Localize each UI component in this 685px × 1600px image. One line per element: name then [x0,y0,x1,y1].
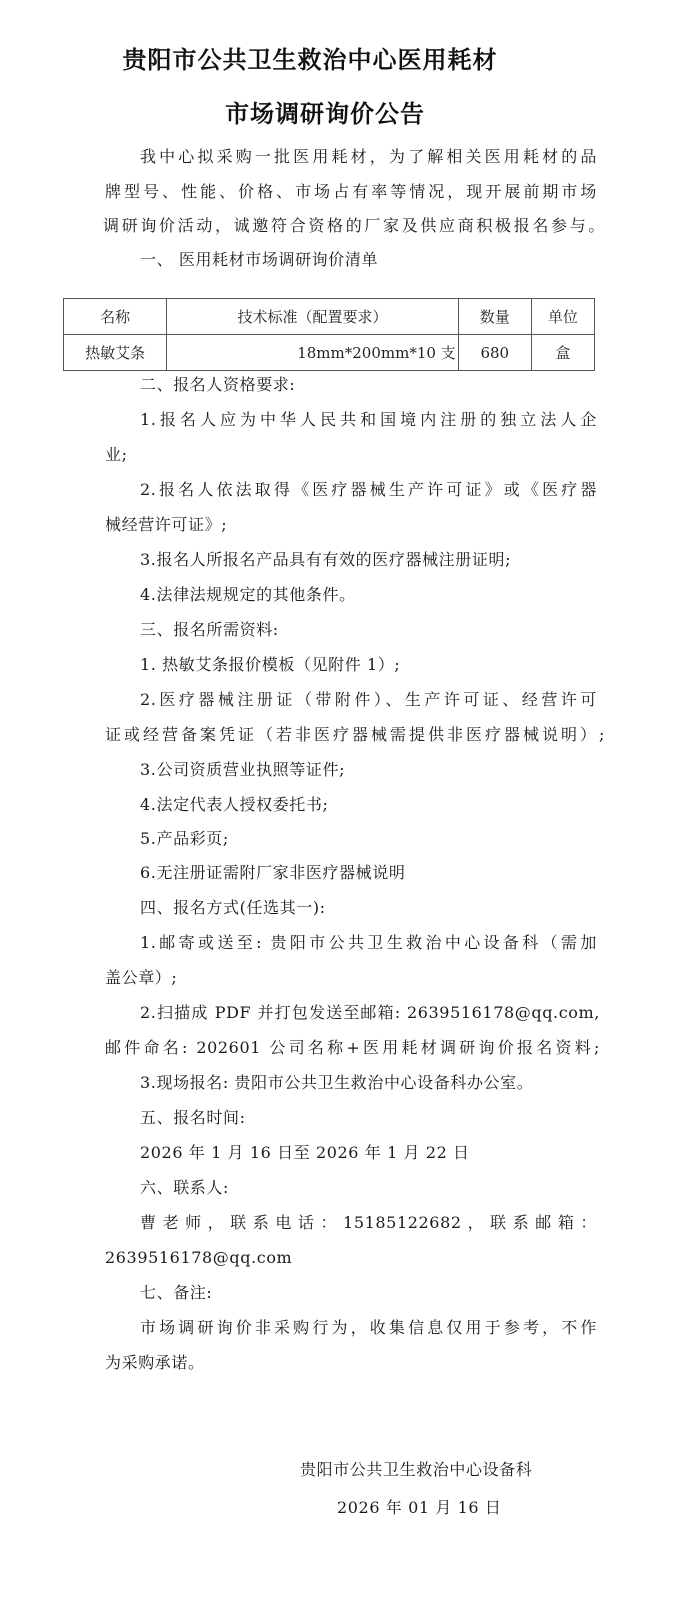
section2-item2-line1: 2.报名人依法取得《医疗器械生产许可证》或《医疗器 [140,480,597,499]
inquiry-table [63,298,595,371]
intro-line-2: 牌型号、性能、价格、市场占有率等情况，现开展前期市场 [105,182,597,201]
table-header-row [64,299,595,335]
section5-heading: 五、报名时间: [140,1108,246,1127]
intro-line-3: 调研询价活动，诚邀符合资格的厂家及供应商积极报名参与。 [103,216,605,235]
section6-heading: 六、联系人: [140,1178,229,1197]
section2-item3: 3.报名人所报名产品具有有效的医疗器械注册证明; [140,550,512,569]
section4-heading: 四、报名方式(任选其一): [140,898,326,917]
section6-text-line1: 曹老师，联系电话：15185122682，联系邮箱： [140,1213,597,1232]
section4-item2-line2: 邮件命名: 202601 公司名称+医用耗材调研询价报名资料; [105,1038,600,1057]
section4-item1-line2: 盖公章）; [105,968,178,987]
table-header-spec: 技术标准（配置要求） [167,299,459,335]
section4-item2-line1: 2.扫描成 PDF 并打包发送至邮箱: 2639516178@qq.com, [140,1003,600,1022]
section2-item4: 4.法律法规规定的其他条件。 [140,585,356,604]
section2-item1-line2: 业; [105,445,128,464]
section3-item3: 3.公司资质营业执照等证件; [140,760,346,779]
document-title-line1: 贵阳市公共卫生救治中心医用耗材 [122,46,498,74]
section5-text: 2026 年 1 月 16 日至 2026 年 1 月 22 日 [140,1143,470,1162]
section7-text-line2: 为采购承诺。 [105,1353,205,1372]
section3-item2-line2: 证或经营备案凭证（若非医疗器械需提供非医疗器械说明）; [105,725,605,744]
signature-date: 2026 年 01 月 16 日 [337,1498,502,1517]
table-cell-spec: 18mm*200mm*10 支 [167,335,459,371]
section1-heading: 一、 医用耗材市场调研询价清单 [140,250,379,269]
section6-text-line2: 2639516178@qq.com [105,1248,293,1267]
table-header-qty: 数量 [458,299,531,335]
section3-item5: 5.产品彩页; [140,829,229,848]
section3-item6: 6.无注册证需附厂家非医疗器械说明 [140,863,406,882]
section3-item1: 1. 热敏艾条报价模板（见附件 1）; [140,655,401,674]
section2-heading: 二、报名人资格要求: [140,375,296,394]
section3-heading: 三、报名所需资料: [140,620,279,639]
section3-item2-line1: 2.医疗器械注册证（带附件）、生产许可证、经营许可 [140,690,597,709]
section7-text-line1: 市场调研询价非采购行为，收集信息仅用于参考，不作 [140,1318,597,1337]
section2-item1-line1: 1.报名人应为中华人民共和国境内注册的独立法人企 [140,410,597,429]
table-header-name: 名称 [64,299,167,335]
intro-line-1: 我中心拟采购一批医用耗材，为了解相关医用耗材的品 [140,147,597,166]
table-cell-qty: 680 [458,335,531,371]
section7-heading: 七、备注: [140,1283,213,1302]
signature-org: 贵阳市公共卫生救治中心设备科 [300,1460,533,1479]
table-cell-name: 热敏艾条 [64,335,167,371]
section3-item4: 4.法定代表人授权委托书; [140,795,329,814]
section4-item3: 3.现场报名: 贵阳市公共卫生救治中心设备科办公室。 [140,1073,534,1092]
table-header-unit: 单位 [531,299,594,335]
section2-item2-line2: 械经营许可证》; [105,515,228,534]
section4-item1-line1: 1.邮寄或送至: 贵阳市公共卫生救治中心设备科（需加 [140,933,597,952]
document-title-line2: 市场调研询价公告 [225,100,425,128]
table-row [64,335,595,371]
table-cell-unit: 盒 [531,335,594,371]
